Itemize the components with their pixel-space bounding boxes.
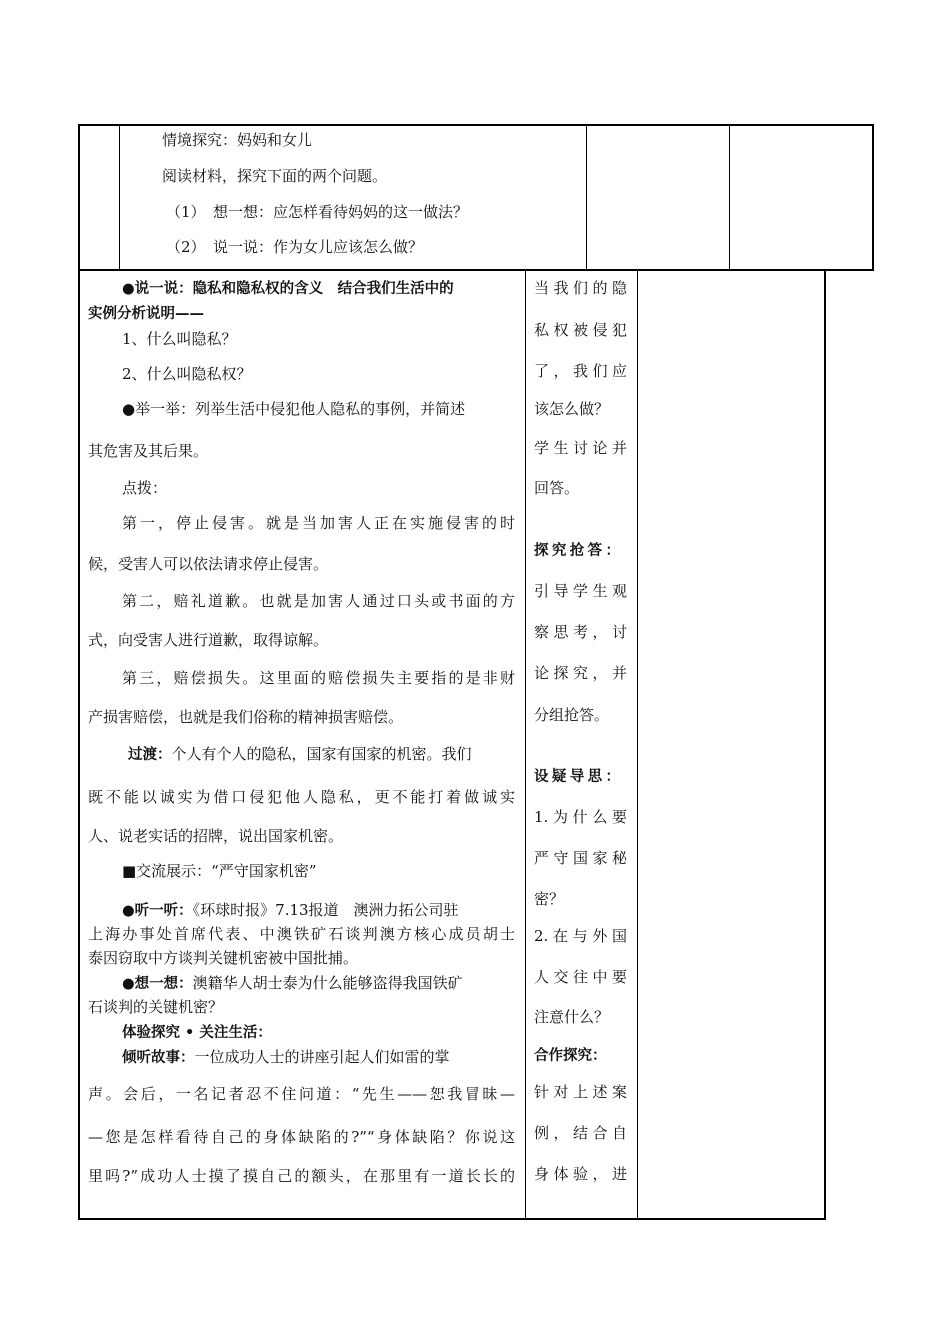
listen-paragraph: [122, 899, 459, 920]
question-2: （2） 说一说：作为女儿应该怎么做？: [166, 238, 424, 256]
side-line: 了，我们应: [534, 362, 627, 380]
side-line: 论探究，并: [534, 664, 627, 682]
side-line: 注意什么？: [534, 1008, 610, 1026]
side-line: 分组抢答。: [534, 706, 610, 724]
paragraph-1-cont: 候，受害人可以依法请求停止侵害。: [88, 555, 329, 573]
story-paragraph: [122, 1046, 450, 1067]
transition-cont-1: 既不能以诚实为借口侵犯他人隐私，更不能打着做诚实: [88, 788, 515, 806]
story-label: 倾听故事：: [122, 1050, 195, 1066]
paragraph-3: 第三，赔偿损失。这里面的赔偿损失主要指的是非财: [122, 669, 515, 687]
side-line: 针对上述案: [534, 1083, 627, 1101]
transition-cont-2: 人、说老实话的招牌，说出国家机密。: [88, 827, 344, 845]
story-cont-3: 里吗?”成功人士摸了摸自己的额头，在那里有一道长长的: [88, 1167, 515, 1185]
side-line: 私权被侵犯: [534, 321, 627, 339]
paragraph-3-cont: 产损害赔偿，也就是我们俗称的精神损害赔偿。: [88, 708, 404, 726]
section-title: ●说一说：隐私和隐私权的含义 结合我们生活中的: [122, 281, 454, 297]
side-heading-doubt: 设疑导思：: [534, 769, 620, 785]
listen-cont-1: 上海办事处首席代表、中澳铁矿石谈判澳方核心成员胡士: [88, 925, 515, 943]
think-cont: 石谈判的关键机密？: [88, 998, 224, 1016]
side-line: 例，结合自: [534, 1124, 627, 1142]
column-divider: [525, 270, 526, 1218]
column-divider: [637, 270, 638, 1218]
side-heading-quick-answer: 探究抢答：: [534, 543, 620, 559]
listen-text: 《环球时报》7.13报道 澳洲力拓公司驻: [192, 901, 459, 919]
section-title-cont: 实例分析说明——: [88, 306, 204, 322]
side-line: 回答。: [534, 479, 580, 497]
question-privacy-right: 2、什么叫隐私权？: [122, 365, 252, 383]
side-line: 2.在与外国: [534, 927, 627, 945]
side-line: 当我们的隐: [534, 279, 627, 297]
reading-instruction: 阅读材料，探究下面的两个问题。: [162, 167, 388, 185]
think-text: 澳籍华人胡士泰为什么能够盗得我国铁矿: [192, 974, 463, 992]
side-heading-cooperate: 合作探究：: [534, 1048, 607, 1064]
list-prompt-cont: 其危害及其后果。: [88, 442, 209, 460]
side-line: 学生讨论并: [534, 439, 627, 457]
column-divider: [586, 126, 587, 269]
question-1: （1） 想一想：应怎样看待妈妈的这一做法？: [166, 203, 469, 221]
think-paragraph: [122, 972, 463, 993]
story-cont-1: 声。会后，一名记者忍不住问道：“先生——恕我冒昧—: [88, 1085, 515, 1103]
listen-cont-2: 泰因窃取中方谈判关键机密被中国批捕。: [88, 949, 359, 967]
listen-label: ●听一听：: [122, 903, 193, 919]
side-line: 身体验，进: [534, 1165, 627, 1183]
side-line: 密？: [534, 890, 565, 908]
story-cont-2: —您是怎样看待自己的身体缺陷的?”“身体缺陷？你说这: [88, 1128, 515, 1146]
side-line: 人交往中要: [534, 968, 627, 986]
side-line: 引导学生观: [534, 582, 627, 600]
paragraph-2: 第二，赔礼道歉。也就是加害人通过口头或书面的方: [122, 592, 515, 610]
transition-text: 个人有个人的隐私，国家有国家的机密。我们: [171, 745, 472, 763]
hint-label: 点拨：: [122, 479, 168, 497]
column-divider: [119, 126, 120, 269]
think-label: ●想一想：: [122, 976, 193, 992]
question-privacy: 1、什么叫隐私？: [122, 330, 237, 348]
paragraph-1: 第一，停止侵害。就是当加害人正在实施侵害的时: [122, 514, 515, 532]
paragraph-2-cont: 式，向受害人进行道歉，取得谅解。: [88, 631, 329, 649]
side-line: 该怎么做？: [534, 400, 610, 418]
story-text: 一位成功人士的讲座引起人们如雷的掌: [194, 1048, 450, 1066]
side-line: 1.为什么要: [534, 808, 627, 826]
share-heading: ■交流展示：“严守国家机密”: [122, 862, 317, 880]
transition-paragraph: [128, 743, 472, 764]
column-divider: [729, 126, 730, 269]
experience-title: 体验探究 • 关注生活：: [122, 1025, 272, 1041]
side-line: 察思考，讨: [534, 623, 627, 641]
side-line: 严守国家秘: [534, 849, 627, 867]
scenario-title: 情境探究：妈妈和女儿: [162, 131, 313, 149]
list-prompt: ●举一举：列举生活中侵犯他人隐私的事例，并简述: [122, 400, 466, 418]
transition-label: 过渡：: [128, 747, 172, 763]
